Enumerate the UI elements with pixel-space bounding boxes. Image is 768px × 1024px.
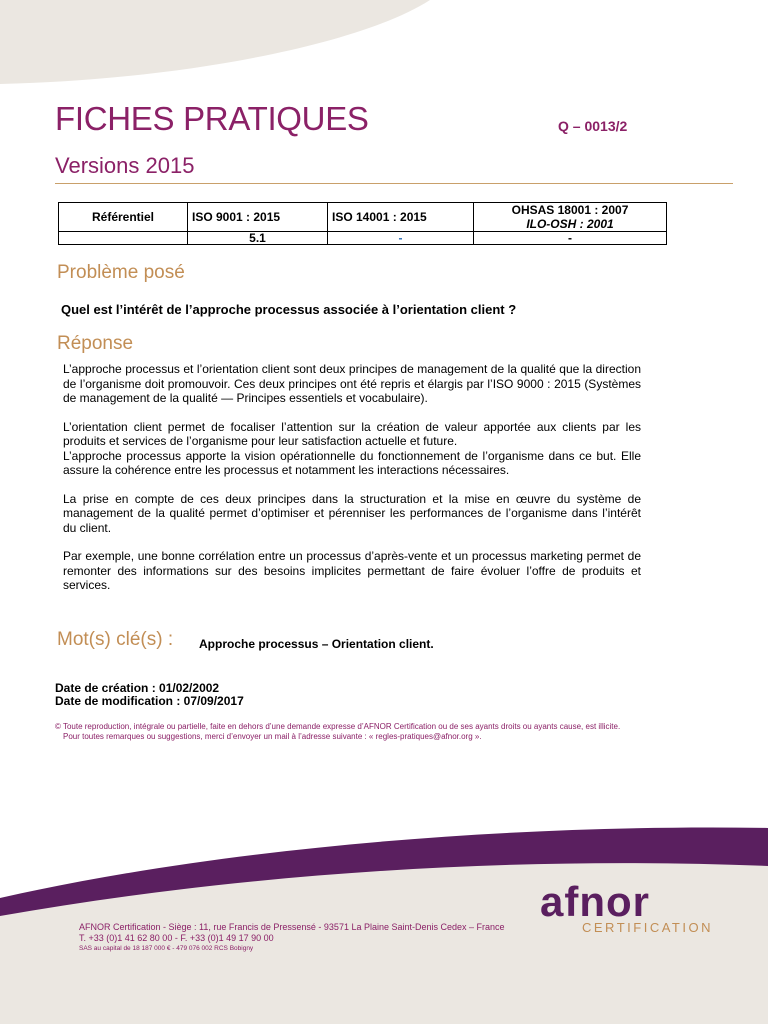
footer-phone: T. +33 (0)1 41 62 80 00 - F. +33 (0)1 49 17 90 00 [79,933,274,943]
table-cell: 5.1 [188,232,328,245]
table-cell [59,232,188,245]
table-row [59,232,667,245]
document-reference: Q – 0013/2 [558,118,628,134]
dates-block [55,682,244,708]
paragraph: L’orientation client permet de focaliser l’attention sur la création de valeur apportée aux clients par les produits et services de l’organisme pour leur satisfaction actuelle et future. [63,419,641,448]
keywords-label: Mot(s) clé(s) : [57,629,174,650]
problem-question: Quel est l’intérêt de l’approche processus associée à l’orientation client ? [61,302,517,317]
table-cell: - [328,232,474,245]
copyright-notice [55,722,655,742]
creation-date: Date de création : 01/02/2002 [55,681,220,695]
logo-sub-text: CERTIFICATION [582,920,713,935]
page-title: FICHES PRATIQUES [55,100,369,137]
table-cell: Référentiel [59,203,188,232]
afnor-certification-logo [540,878,740,938]
paragraph: Par exemple, une bonne corrélation entre un processus d’après-vente et un processus marketing permet de remonter des informations sur des besoins implicites permettant de faire évoluer l’offre de produits et services. [63,549,641,592]
modification-date: Date de modification : 07/09/2017 [55,694,244,708]
table-header-row [59,203,667,232]
top-decorative-swoosh [0,0,768,90]
paragraph: L’approche processus et l’orientation client sont deux principes de management de la qualité que la direction de l’organisme doit promouvoir. Ces deux principes ont été repris et élargis par l’ISO 9000 : 2015 (Systèmes de management de la qualité — Principes essentiels et vocabulaire). [63,362,641,405]
footer-legal: SAS au capital de 18 187 000 € - 479 076 002 RCS Bobigny [79,945,254,952]
table-cell: ISO 14001 : 2015 [328,203,474,232]
referential-table [58,202,667,245]
header-divider [55,183,733,184]
logo-main-text: afnor [540,878,650,925]
footer-address: AFNOR Certification - Siège : 11, rue Francis de Pressensé - 93571 La Plaine Saint-Denis Cedex – France [79,922,505,932]
table-cell: ISO 9001 : 2015 [188,203,328,232]
table-cell [474,203,667,232]
keywords-value: Approche processus – Orientation client. [199,637,434,651]
ohsas-label: OHSAS 18001 : 2007 [511,203,629,217]
reponse-body [63,362,641,607]
probleme-heading: Problème posé [57,262,185,283]
page-subtitle: Versions 2015 [55,153,195,178]
reponse-heading: Réponse [57,333,134,354]
contact-line: Pour toutes remarques ou suggestions, merci d’envoyer un mail à l’adresse suivante : « regles-pratiques@afnor.org ». [63,732,482,741]
ilo-osh-label: ILO-OSH : 2001 [526,217,614,231]
paragraph: La prise en compte de ces deux principes dans la structuration et la mise en œuvre du système de management de la qualité permet d’optimiser et pérenniser les performances de l’organisme dans l’intérêt du client. [63,491,641,535]
paragraph: L’approche processus apporte la vision opérationnelle du fonctionnement de l’organisme dans ce but. Elle assure la cohérence entre les processus et notamment les interactions nécessaires. [63,448,641,477]
copyright-line: © Toute reproduction, intégrale ou partielle, faite en dehors d’une demande expresse d’AFNOR Certification ou de ses ayants droits ou ayants cause, est illicite. [55,722,621,731]
footer-address-block [79,922,505,954]
table-cell: - [474,232,667,245]
